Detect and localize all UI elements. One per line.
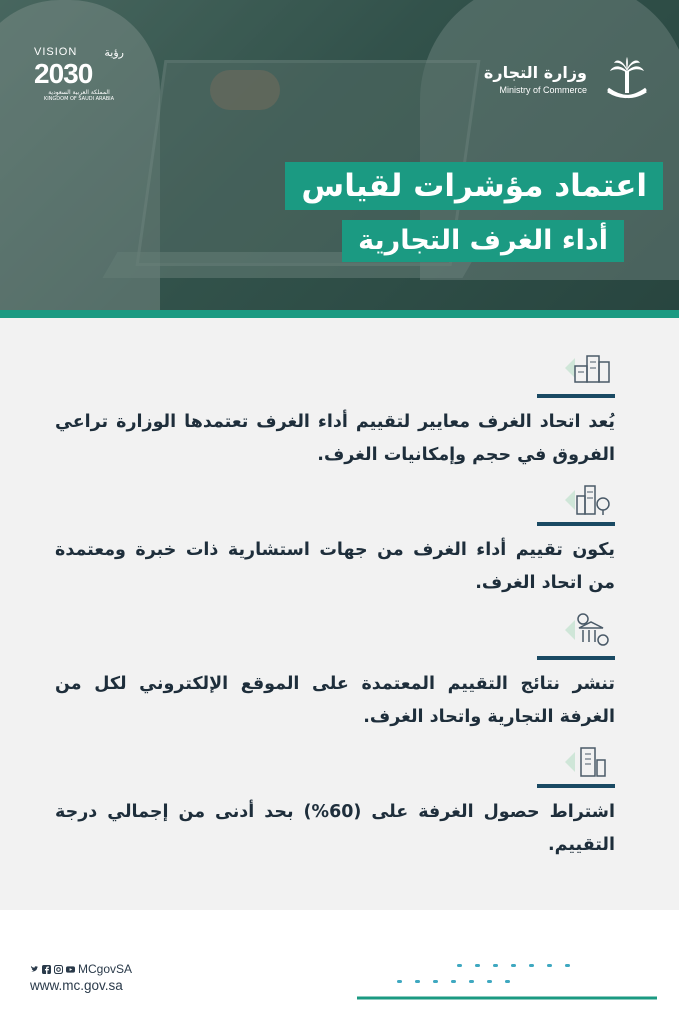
ministry-logo <box>484 50 657 110</box>
city-tree-icon <box>565 482 615 518</box>
page-title-line2: أداء الغرف التجارية <box>342 220 624 262</box>
hero-banner <box>0 0 679 310</box>
item-divider <box>537 656 615 660</box>
twitter-icon[interactable] <box>30 965 39 974</box>
item-text: تنشر نتائج التقييم المعتمدة على الموقع الإلكتروني لكل من الغرفة التجارية واتحاد الغرف. <box>55 674 615 727</box>
palm-swords-emblem-icon <box>597 50 657 110</box>
vision-kingdom-ar: المملكة العربية السعودية <box>48 89 110 96</box>
youtube-icon[interactable] <box>66 965 75 974</box>
item-text: يكون تقييم أداء الغرف من جهات استشارية ذات خبرة ومعتمدة من اتحاد الغرف. <box>55 540 615 593</box>
bank-coin-icon <box>565 612 615 648</box>
content-panel <box>0 318 679 910</box>
decorative-dots <box>357 960 657 1000</box>
facebook-icon[interactable] <box>42 965 51 974</box>
item-text: اشتراط حصول الغرفة على (60%) بحد أدنى من إجمالي درجة التقييم. <box>55 802 615 855</box>
page-title-line1: اعتماد مؤشرات لقياس <box>285 162 663 210</box>
item-divider <box>537 522 615 526</box>
vision-label-ar: رؤية <box>104 47 124 59</box>
instagram-icon[interactable] <box>54 965 63 974</box>
website-link[interactable]: www.mc.gov.sa <box>30 978 123 993</box>
ministry-name-en: Ministry of Commerce <box>499 85 587 95</box>
social-handle[interactable]: MCgovSA <box>78 962 133 976</box>
footer <box>0 910 679 1024</box>
door-chart-icon <box>565 744 615 780</box>
vision-kingdom-en: KINGDOM OF SAUDI ARABIA <box>43 96 115 102</box>
item-divider <box>537 784 615 788</box>
ministry-name-ar: وزارة التجارة <box>483 63 587 82</box>
vision-year: 2030 <box>34 58 93 89</box>
buildings-icon <box>565 350 615 386</box>
vision-label-en: VISION <box>34 46 78 58</box>
item-text: يُعد اتحاد الغرف معايير لتقييم أداء الغرف تعتمدها الوزارة تراعي الفروق في حجم وإمكانيات الغرف. <box>55 412 615 465</box>
item-divider <box>537 394 615 398</box>
hero-accent-stripe <box>0 310 679 318</box>
social-links <box>30 962 132 976</box>
vision-2030-logo <box>34 46 124 102</box>
